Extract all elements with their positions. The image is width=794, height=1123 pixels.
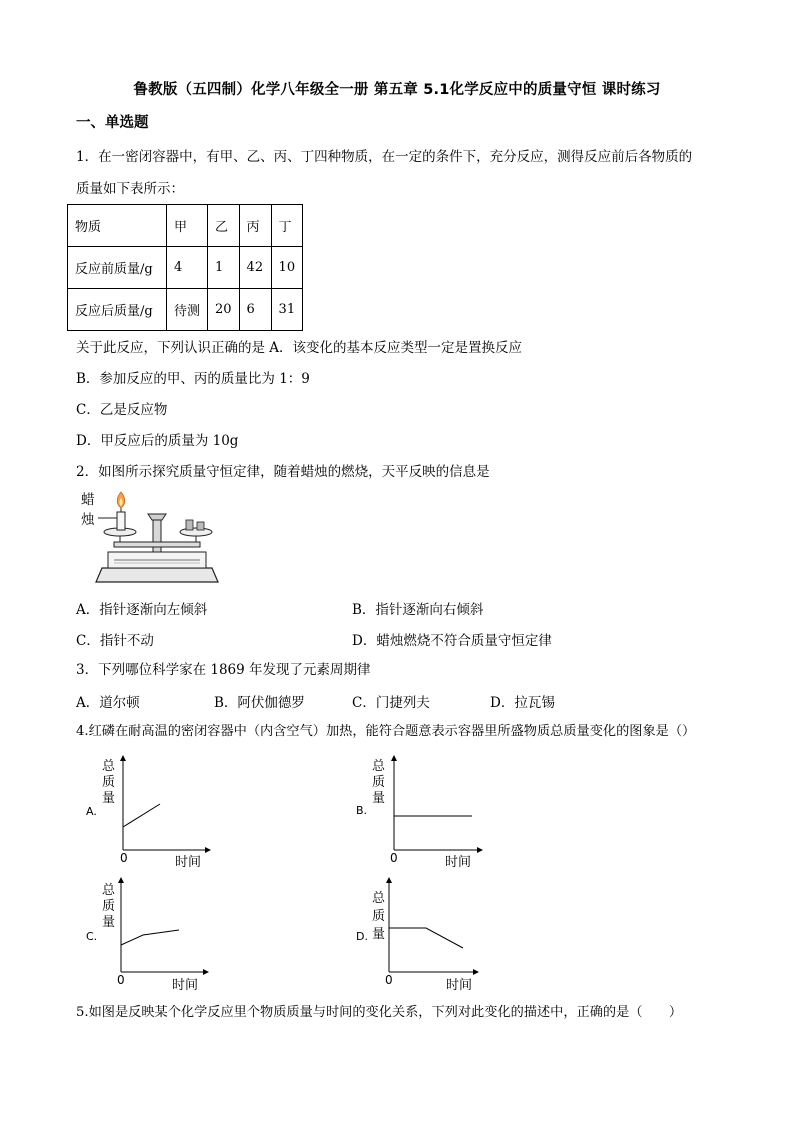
table-row: [68, 247, 303, 289]
table-cell: 丙: [239, 205, 271, 247]
graph-c-ylabel-3: 量: [102, 915, 116, 930]
q1-option-d: D．甲反应后的质量为 10g: [76, 433, 239, 449]
graph-a-xlabel: 时间: [175, 855, 202, 870]
graph-a-option: A.: [86, 805, 97, 818]
graph-b-ylabel-2: 质: [372, 775, 386, 790]
table-cell: 1: [208, 247, 240, 289]
graph-d-xlabel: 时间: [446, 978, 473, 993]
graph-a-plot: [84, 752, 214, 872]
graph-a-origin: 0: [120, 851, 128, 865]
graph-b-ylabel-1: 总: [372, 759, 386, 774]
graph-d-option: D.: [356, 930, 368, 943]
graph-d-ylabel-2: 质: [372, 909, 386, 924]
q4-stem: 4.红磷在耐高温的密闭容器中（内含空气）加热，能符合题意表示容器里所盛物质总质量变化的图象是（）: [76, 724, 696, 739]
graph-b-origin: 0: [390, 851, 398, 865]
figure-label-zhu: 烛: [81, 512, 95, 528]
section-heading: 一、单选题: [76, 115, 149, 131]
q1-option-c: C．乙是反应物: [76, 402, 168, 418]
q3-stem: 3．下列哪位科学家在 1869 年发现了元素周期律: [76, 662, 371, 678]
graph-c-line: [121, 930, 179, 945]
graph-d-plot: [354, 872, 484, 996]
graph-b-ylabel-3: 量: [372, 791, 386, 806]
graph-d: [354, 872, 484, 996]
graph-a-ylabel-2: 质: [102, 775, 116, 790]
q3-option-d: D．拉瓦锡: [490, 695, 555, 711]
graph-b: [354, 752, 484, 872]
q2-stem: 2．如图所示探究质量守恒定律，随着蜡烛的燃烧，天平反映的信息是: [76, 464, 490, 480]
table-cell: 反应前质量/g: [68, 247, 167, 289]
table-cell: 6: [239, 289, 271, 331]
graph-c-ylabel-2: 质: [102, 899, 116, 914]
graph-d-ylabel-1: 总: [372, 891, 386, 906]
graph-c-option: C.: [86, 930, 98, 943]
graph-b-plot: [354, 752, 484, 872]
graph-a-ylabel-3: 量: [102, 791, 116, 806]
graph-c: [84, 872, 214, 996]
table-cell: 待测: [167, 289, 208, 331]
balance-illustration: [78, 488, 228, 590]
q1-option-a: 关于此反应，下列认识正确的是 A．该变化的基本反应类型一定是置换反应: [76, 340, 523, 356]
graph-c-origin: 0: [117, 973, 125, 987]
table-cell: 4: [167, 247, 208, 289]
q1-mass-table: [67, 204, 303, 331]
q1-stem-line2: 质量如下表所示：: [76, 181, 184, 197]
graph-d-ylabel-3: 量: [372, 927, 386, 942]
graph-a-line: [123, 804, 160, 827]
table-cell: 31: [271, 289, 303, 331]
q1-option-b: B．参加反应的甲、丙的质量比为 1：9: [76, 371, 310, 387]
table-cell: 丁: [271, 205, 303, 247]
table-cell: 42: [239, 247, 271, 289]
table-cell: 10: [271, 247, 303, 289]
graph-d-origin: 0: [385, 973, 393, 987]
q2-option-a: A．指针逐渐向左倾斜: [76, 602, 208, 618]
q3-option-a: A．道尔顿: [76, 695, 140, 711]
q3-option-b: B．阿伏伽德罗: [214, 695, 305, 711]
table-cell: 物质: [68, 205, 167, 247]
balance-figure: [78, 488, 228, 590]
q2-option-d: D．蜡烛燃烧不符合质量守恒定律: [352, 633, 552, 649]
graph-d-line: [389, 928, 463, 948]
q1-stem-line1: 1．在一密闭容器中，有甲、乙、丙、丁四种物质，在一定的条件下，充分反应，测得反应前后各物质的: [76, 149, 693, 165]
table-header-row: [68, 205, 303, 247]
table-row: [68, 289, 303, 331]
q2-option-c: C．指针不动: [76, 633, 154, 649]
figure-label-la: 蜡: [81, 492, 95, 508]
table-cell: 乙: [208, 205, 240, 247]
graph-a-ylabel-1: 总: [102, 759, 116, 774]
q3-option-c: C．门捷列夫: [352, 695, 430, 711]
graph-a: [84, 752, 214, 872]
graph-b-xlabel: 时间: [445, 855, 472, 870]
q2-option-b: B．指针逐渐向右倾斜: [352, 602, 484, 618]
graph-c-ylabel-1: 总: [102, 883, 116, 898]
graph-c-plot: [84, 872, 214, 996]
table-cell: 20: [208, 289, 240, 331]
table-cell: 反应后质量/g: [68, 289, 167, 331]
page-title: 鲁教版（五四制）化学八年级全一册 第五章 5.1化学反应中的质量守恒 课时练习: [133, 82, 661, 98]
graph-b-option: B.: [356, 804, 368, 817]
table-cell: 甲: [167, 205, 208, 247]
q5-stem: 5.如图是反映某个化学反应里个物质质量与时间的变化关系，下列对此变化的描述中，正确的是（ ）: [76, 1005, 683, 1020]
graph-c-xlabel: 时间: [172, 978, 199, 993]
